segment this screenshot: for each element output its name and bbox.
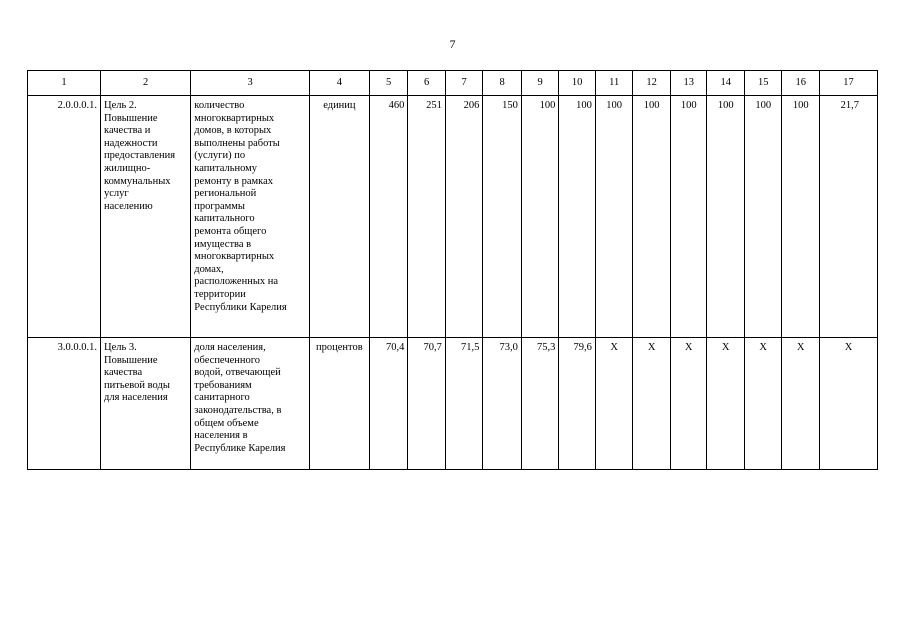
column-header: 17 [819,71,877,96]
value-cell: 100 [670,96,707,338]
column-header: 16 [782,71,820,96]
column-header: 1 [28,71,101,96]
value-cell: 100 [559,96,596,338]
goal-cell: Цель 3. Повышение качества питьевой воды для населения [101,338,191,470]
value-cell: 150 [483,96,522,338]
value-cell: 71,5 [445,338,483,470]
value-cell: Х [707,338,745,470]
table-row [28,338,878,470]
row-code: 2.0.0.0.1. [28,96,101,338]
value-cell: 79,6 [559,338,596,470]
value-cell: 100 [744,96,782,338]
goal-cell: Цель 2. Повышение качества и надежности предоставления жилищно- коммунальных услуг населению [101,96,191,338]
unit-cell: единиц [309,96,369,338]
value-cell: Х [744,338,782,470]
row-code: 3.0.0.0.1. [28,338,101,470]
value-cell: 460 [369,96,408,338]
value-cell: 100 [633,96,671,338]
value-cell: Х [819,338,877,470]
value-cell: 100 [521,96,559,338]
value-cell: 70,7 [408,338,446,470]
value-cell: Х [633,338,671,470]
value-cell: Х [595,338,633,470]
value-cell: 251 [408,96,446,338]
value-cell: 70,4 [369,338,408,470]
column-header: 12 [633,71,671,96]
column-header: 13 [670,71,707,96]
column-header: 14 [707,71,745,96]
value-cell: 206 [445,96,483,338]
indicator-cell: доля населения, обеспеченного водой, отвечающей требованиям санитарного законодательства, в общем объеме населения в Республике Карелия [191,338,310,470]
indicator-cell: количество многоквартирных домов, в которых выполнены работы (услуги) по капитальному ремонту в рамках региональной программы капитального ремонта общего имущества в многоквартирных домах, расположенных на территории Республики Карелия [191,96,310,338]
column-header: 4 [309,71,369,96]
value-cell: Х [782,338,820,470]
column-header: 6 [408,71,446,96]
value-cell: 100 [595,96,633,338]
column-header: 5 [369,71,408,96]
indicator-table [27,70,878,470]
column-header: 15 [744,71,782,96]
value-cell: 21,7 [819,96,877,338]
page-number: 7 [449,37,456,51]
value-cell: 100 [782,96,820,338]
table-row [28,96,878,338]
column-header: 10 [559,71,596,96]
column-header: 2 [101,71,191,96]
value-cell: 75,3 [521,338,559,470]
column-header: 8 [483,71,522,96]
value-cell: 100 [707,96,745,338]
column-header: 7 [445,71,483,96]
column-header: 9 [521,71,559,96]
value-cell: Х [670,338,707,470]
column-header: 11 [595,71,633,96]
column-header: 3 [191,71,310,96]
unit-cell: процентов [309,338,369,470]
table-header-row [28,71,878,96]
value-cell: 73,0 [483,338,522,470]
